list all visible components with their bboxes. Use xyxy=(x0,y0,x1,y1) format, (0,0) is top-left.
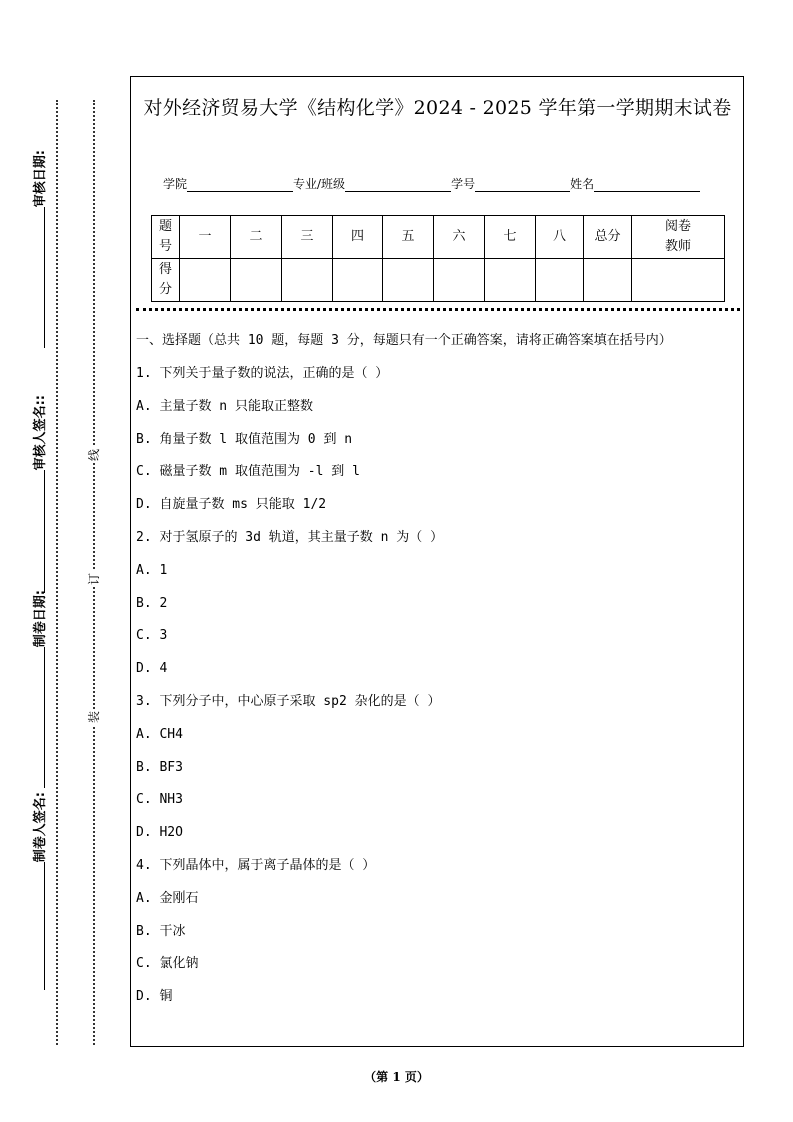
score-cell[interactable] xyxy=(632,259,725,302)
reviewer-date-label: 审核日期: xyxy=(32,150,48,208)
student-id-label: 学号 xyxy=(451,177,476,191)
score-row-label: 得分 xyxy=(152,259,180,302)
score-header-cell: 七 xyxy=(485,216,536,259)
name-blank[interactable] xyxy=(594,177,700,192)
question-option: C. 3 xyxy=(136,628,168,644)
question-option: C. 氯化钠 xyxy=(136,956,199,972)
reviewer-sign-label: 审核人签名:: xyxy=(32,395,48,471)
score-table xyxy=(151,215,725,302)
maker-sign-field[interactable] xyxy=(28,792,48,992)
score-header-cell: 三 xyxy=(282,216,333,259)
maker-date-label: 制卷日期: xyxy=(32,590,48,648)
question-option: B. 2 xyxy=(136,595,168,611)
exam-title: 对外经济贸易大学《结构化学》2024 - 2025 学年第一学期期末试卷 xyxy=(143,97,732,119)
question-option: C. 磁量子数 m 取值范围为 -l 到 l xyxy=(136,464,360,480)
question-list xyxy=(136,330,740,1020)
binding-margin xyxy=(0,0,130,1122)
score-header-cell: 八 xyxy=(536,216,584,259)
major-blank[interactable] xyxy=(345,177,451,192)
score-cell[interactable] xyxy=(333,259,383,302)
question-option: A. CH4 xyxy=(136,726,183,742)
section-heading: 一、选择题（总共 10 题，每题 3 分，每题只有一个正确答案，请将正确答案填在括号内） xyxy=(136,333,672,348)
college-label: 学院 xyxy=(163,177,188,191)
reviewer-date-field[interactable] xyxy=(28,150,48,350)
score-header-cell: 一 xyxy=(180,216,231,259)
score-cell[interactable] xyxy=(434,259,485,302)
score-header-row xyxy=(152,216,725,259)
question-option: A. 1 xyxy=(136,562,168,578)
score-cell[interactable] xyxy=(231,259,282,302)
question-option: A. 主量子数 n 只能取正整数 xyxy=(136,398,313,414)
score-header-cell: 六 xyxy=(434,216,485,259)
score-header-cell: 题号 xyxy=(152,216,180,259)
score-cell[interactable] xyxy=(584,259,632,302)
question-stem: 4. 下列晶体中，属于离子晶体的是（ ） xyxy=(136,857,376,873)
maker-sign-label: 制卷人签名: xyxy=(32,792,48,863)
question-option: D. 4 xyxy=(136,661,168,677)
binding-bind-char: 装 xyxy=(87,711,101,724)
college-blank[interactable] xyxy=(187,177,293,192)
page-number: （第 1 页） xyxy=(364,1070,429,1084)
question-option: D. 自旋量子数 ms 只能取 1/2 xyxy=(136,497,327,513)
question-option: B. 干冰 xyxy=(136,923,186,939)
score-header-cell: 阅卷 教师 xyxy=(632,216,725,259)
question-option: D. 铜 xyxy=(136,989,173,1005)
question-stem: 3. 下列分子中，中心原子采取 sp2 杂化的是（ ） xyxy=(136,693,441,709)
score-value-row xyxy=(152,259,725,302)
binding-dotted-line xyxy=(56,100,58,1045)
score-cell[interactable] xyxy=(180,259,231,302)
question-option: B. 角量子数 l 取值范围为 0 到 n xyxy=(136,431,353,447)
question-option: D. H2O xyxy=(136,825,183,841)
question-option: C. NH3 xyxy=(136,792,183,808)
reviewer-sign-field[interactable] xyxy=(28,395,48,595)
binding-order-char: 订 xyxy=(87,573,101,586)
score-cell[interactable] xyxy=(383,259,434,302)
question-option: B. BF3 xyxy=(136,759,183,775)
binding-line-char: 线 xyxy=(87,449,101,462)
score-header-cell: 总分 xyxy=(584,216,632,259)
student-info-row xyxy=(163,172,723,192)
score-header-cell: 四 xyxy=(333,216,383,259)
score-cell[interactable] xyxy=(485,259,536,302)
major-label: 专业/班级 xyxy=(293,177,346,191)
maker-date-field[interactable] xyxy=(28,590,48,790)
question-stem: 2. 对于氢原子的 3d 轨道，其主量子数 n 为（ ） xyxy=(136,529,444,545)
student-id-blank[interactable] xyxy=(475,177,570,192)
score-cell[interactable] xyxy=(282,259,333,302)
section-divider xyxy=(136,308,740,311)
question-option: A. 金刚石 xyxy=(136,890,199,906)
score-header-cell: 二 xyxy=(231,216,282,259)
name-label: 姓名 xyxy=(570,177,595,191)
score-cell[interactable] xyxy=(536,259,584,302)
question-stem: 1. 下列关于量子数的说法，正确的是（ ） xyxy=(136,366,389,381)
score-header-cell: 五 xyxy=(383,216,434,259)
